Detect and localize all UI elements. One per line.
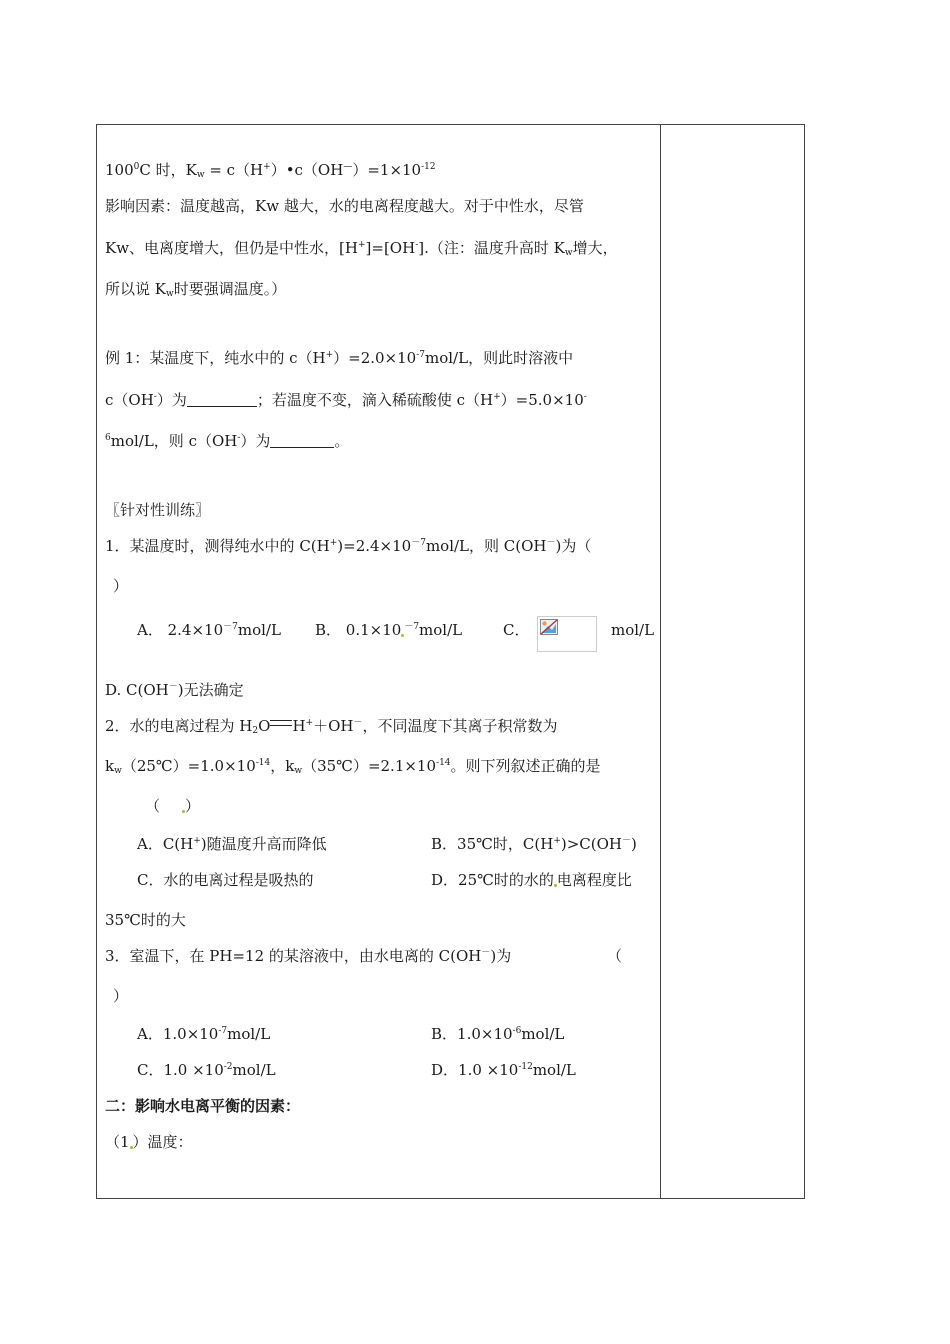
factor-line-3: 所以说 $K_w$时要强调温度。） [105,280,287,299]
practice-title: 〖针对性训练〗 [105,501,211,519]
q3-option-a: A．$1.0\times 10^{-7}mol/L$ [137,1025,271,1043]
column-divider [660,124,661,1199]
section-2-title: 二：影响水电离平衡的因素： [105,1097,301,1115]
q1-option-b: B． 0.1×10 $^{-7}$mol/L [315,621,463,639]
q3-paren-open: （ [607,947,623,965]
answer-blank-2[interactable] [270,433,334,448]
factor-line-2: Kw、电离度增大，但仍是中性水，[H+]=[OH-].（注：温度升高时 $K_w$增大， [105,239,618,258]
q3-option-b: B．$1.0\times 10^{-6}mol/L$ [431,1025,565,1043]
q2-paren: （ ） [145,797,201,815]
equilibrium-arrow-icon [270,717,292,729]
q2-option-b: B．35℃时，C(H+)>C(OH－) [431,835,637,853]
green-dot-icon [401,634,404,637]
q2-option-d-cont: 35℃时的大 [105,911,186,929]
q1-option-d: D. C(OH－)无法确定 [105,681,244,699]
example-line-1: 例 1：某温度下，纯水中的 $c(H^+)=2.0\times 10^{-7}mol/L$，则此时溶液中 [105,349,574,367]
q1-option-c-unit: mol/L [611,621,655,639]
q3-option-c: C．$1.0 \times 10^{-2}mol/L$ [137,1061,276,1079]
answer-blank-1[interactable] [187,392,257,407]
q3-stem: 3．室温下，在 PH=12 的某溶液中，由水电离的 C(OH－)为 [105,947,512,965]
factor-line-1: 影响因素：温度越高，Kw 越大，水的电离程度越大。对于中性水，尽管 [105,197,584,215]
q2-option-d: D．25℃时的水的 电离程度比 [431,871,632,889]
q3-option-d: D．$1.0 \times 10^{-12}mol/L$ [431,1061,576,1079]
q2-stem: 2．水的电离过程为 $H_2O$ H+＋OH－，不同温度下其离子积常数为 [105,717,558,736]
q3-paren-close: ） [113,987,129,1005]
example-line-2: c（OH-）为 ；若温度不变，滴入稀硫酸使 c（H+）=5.0×10- [105,391,587,409]
q1-stem: 1．某温度时，测得纯水中的 $C(H^+)=2.4\times 10^{-7}mol/L$，则 C(OH－)为（ [105,537,592,555]
q2-kw-values: $k_w(25℃)=1.0\times 10^{-14}$，$k_w(35℃)=2.1\times 10^{-14}$。则下列叙述正确的是 [105,757,601,776]
q1-option-c: C． [503,621,530,639]
section-2-item-temperature: （1 ）温度： [105,1133,193,1151]
broken-image-icon [537,616,597,652]
q1-option-a: A． $2.4\times 10^{-7}mol/L$ [137,621,281,639]
q2-option-c: C．水的电离过程是吸热的 [137,871,314,889]
q2-option-a: A．C(H+)随温度升高而降低 [137,835,327,853]
q1-paren: ） [113,577,129,595]
example-line-3: $^6$mol/L，则 c（OH-）为 。 [105,432,350,450]
kw-100c-line: $100^0C$ 时，$K_w$ = $c(H^+)•c(OH^—)=1\times 10^{-12}$ [105,161,436,180]
